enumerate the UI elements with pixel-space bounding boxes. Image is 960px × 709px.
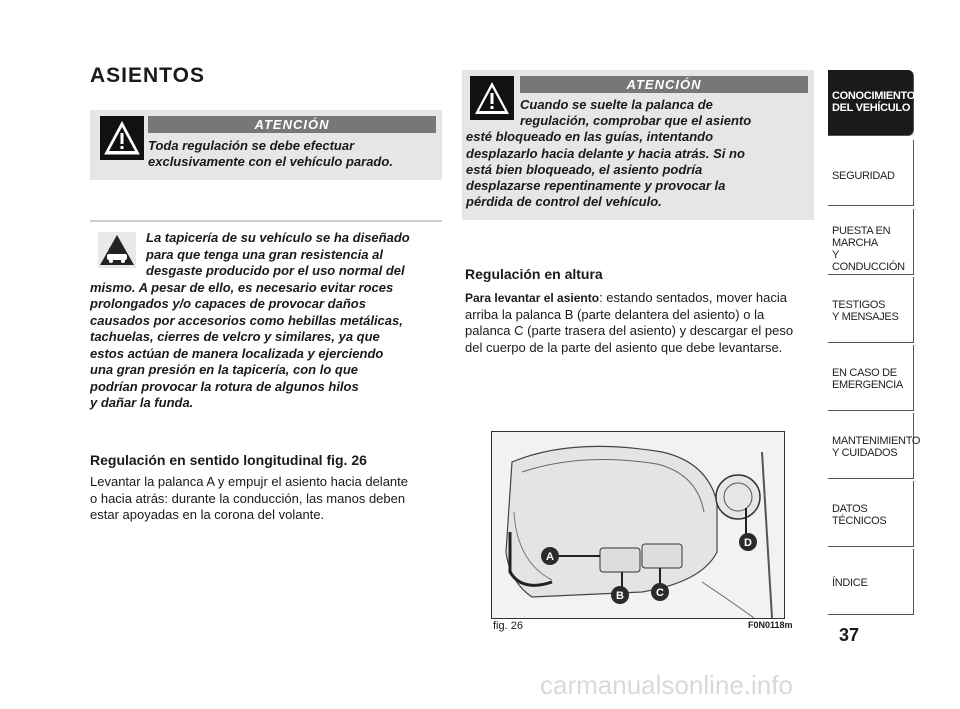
note-line: y dañar la funda. bbox=[90, 395, 194, 410]
longitudinal-text bbox=[90, 474, 450, 524]
sidebar-label: Y MENSAJES bbox=[832, 311, 899, 323]
warning-header: ATENCIÓN bbox=[520, 76, 808, 93]
page-title: ASIENTOS bbox=[90, 64, 205, 87]
warning-line: pérdida de control del vehículo. bbox=[466, 194, 662, 210]
sidebar-label: TESTIGOS bbox=[832, 299, 886, 311]
section-heading-height: Regulación en altura bbox=[465, 266, 603, 282]
sidebar-label: EN CASO DE bbox=[832, 367, 897, 379]
sidebar-item-puesta-en-marcha[interactable] bbox=[828, 209, 914, 275]
height-text bbox=[465, 290, 820, 356]
warning-line: Toda regulación se debe efectuar bbox=[148, 138, 355, 153]
warning-line: desplazarlo hacia delante y hacia atrás. Si no bbox=[466, 145, 745, 161]
sidebar-label: TÉCNICOS bbox=[832, 515, 887, 527]
divider bbox=[90, 220, 442, 222]
text-line: Levantar la palanca A y empujr el asiento hacia delante bbox=[90, 474, 408, 489]
note-line: mismo. A pesar de ello, es necesario evitar roces bbox=[90, 279, 394, 295]
sidebar-label: MARCHA bbox=[832, 237, 878, 249]
sidebar-label: SEGURIDAD bbox=[832, 170, 895, 182]
note-line: para que tenga una gran resistencia al bbox=[146, 246, 383, 262]
warning-line: regulación, comprobar que el asiento bbox=[520, 113, 752, 129]
note-line: una gran presión en la tapicería, con lo que bbox=[90, 362, 359, 377]
warning-text bbox=[466, 97, 812, 210]
sidebar-label: MANTENIMIENTO bbox=[832, 435, 921, 447]
warning-triangle-icon bbox=[100, 116, 144, 160]
seat-illustration bbox=[492, 432, 784, 618]
sidebar-item-conocimiento[interactable] bbox=[828, 70, 914, 136]
warning-line: está bien bloqueado, el asiento podría bbox=[466, 161, 703, 177]
note-line: La tapicería de su vehículo se ha diseñado bbox=[146, 230, 410, 245]
height-line: : estando sentados, mover hacia bbox=[599, 290, 787, 305]
warning-line: esté bloqueado en las guías, intentando bbox=[466, 129, 714, 145]
sidebar-label: Y CONDUCCIÓN bbox=[832, 249, 905, 273]
seat-figure bbox=[491, 431, 785, 619]
text-line: o hacia atrás: durante la conducción, las manos deben bbox=[90, 490, 406, 506]
note-line: prolongados y/o capaces de provocar daños bbox=[90, 296, 366, 311]
text-line: estar apoyadas en la corona del volante. bbox=[90, 507, 325, 522]
sidebar-item-indice[interactable] bbox=[828, 549, 914, 615]
text-line: arriba la palanca B (parte delantera del asiento) o la bbox=[465, 306, 765, 322]
note-line: podrían provocar la rotura de algunos hilos bbox=[90, 378, 359, 394]
text-line bbox=[465, 290, 820, 307]
watermark: carmanualsonline.info bbox=[540, 670, 793, 700]
warning-line: Cuando se suelte la palanca de bbox=[520, 97, 713, 112]
warning-line: desplazarse repentinamente y provocar la bbox=[466, 178, 726, 194]
sidebar-label: Y CUIDADOS bbox=[832, 447, 898, 459]
sidebar-item-testigos[interactable] bbox=[828, 277, 914, 343]
warning-header: ATENCIÓN bbox=[148, 116, 436, 133]
section-heading-longitudinal: Regulación en sentido longitudinal fig. 26 bbox=[90, 452, 367, 468]
label-d: D bbox=[744, 537, 752, 549]
warning-box-1 bbox=[90, 110, 442, 180]
sidebar-label: ÍNDICE bbox=[832, 577, 868, 589]
note-line: estos actúan de manera localizada y ejerciendo bbox=[90, 345, 384, 361]
sidebar-label: CONOCIMIENTO bbox=[832, 90, 915, 102]
figure-code: F0N0118m bbox=[748, 620, 793, 630]
sidebar-item-mantenimiento[interactable] bbox=[828, 413, 921, 479]
note-line: tachuelas, cierres de velcro y similares, ya que bbox=[90, 329, 380, 344]
sidebar-label: EMERGENCIA bbox=[832, 379, 903, 391]
warning-line: exclusivamente con el vehículo parado. bbox=[148, 154, 393, 169]
warning-text bbox=[148, 138, 438, 170]
sidebar-label: PUESTA EN bbox=[832, 225, 891, 237]
height-lead: Para levantar el asiento bbox=[465, 291, 600, 305]
label-c: C bbox=[656, 587, 664, 599]
sidebar-label: DEL VEHÍCULO bbox=[832, 102, 911, 114]
label-b: B bbox=[616, 590, 624, 602]
text-line: del cuerpo de la parte del asiento que debe levantarse. bbox=[465, 339, 783, 355]
figure-caption: fig. 26 bbox=[493, 620, 523, 632]
note-line: causados por accesorios como hebillas metálicas, bbox=[90, 312, 403, 328]
sidebar-item-datos-tecnicos[interactable] bbox=[828, 481, 914, 547]
label-a: A bbox=[546, 551, 554, 563]
sidebar-item-emergencia[interactable] bbox=[828, 345, 914, 411]
warning-box-2 bbox=[462, 70, 814, 220]
text-line: palanca C (parte trasera del asiento) y descargar el peso bbox=[465, 323, 794, 338]
note-text bbox=[90, 230, 450, 412]
note-line: desgaste producido por el uso normal del bbox=[146, 263, 405, 278]
sidebar-item-seguridad[interactable] bbox=[828, 140, 914, 206]
sidebar-label: DATOS bbox=[832, 503, 868, 515]
page-number: 37 bbox=[839, 625, 860, 645]
